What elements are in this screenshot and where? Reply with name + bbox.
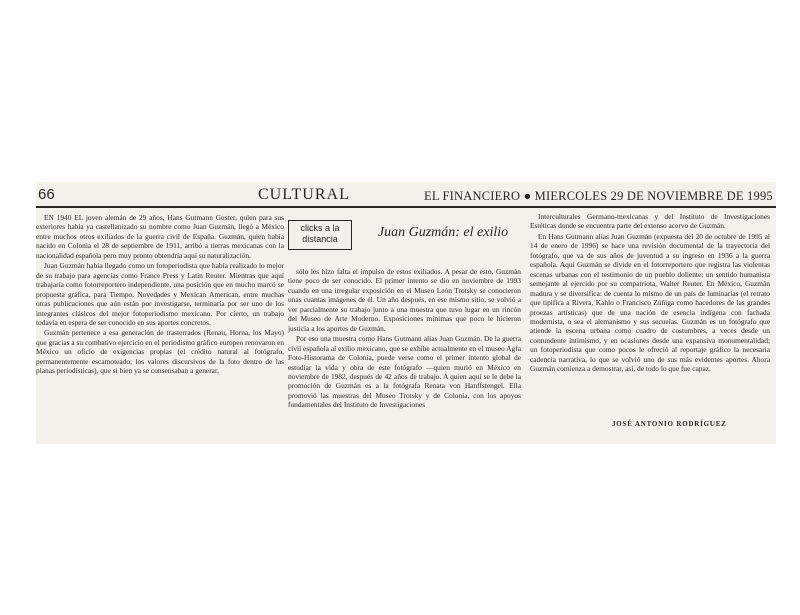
publication-date: MIERCOLES 29 DE NOVIEMBRE DE 1995 [534,189,773,203]
paragraph: En Hans Gutmann alias Juan Guzmán (expuesta del 20 de octubre de 1995 al 14 de enero de 1996) se hace una revisión documental de la trayectoria del fotógrafo, que va de sus años de juventud a su ingreso en 1936 a la guerra española. Aquí Guzmán se divide en el fotorreportero que registra las violentas escenas urbanas con el testimonio de un pueblo doliente; un sentido humanista semejante al ejercido por su compatriota, Walter Reuter. En México, Guzmán madura y se diversifica: de cuenta lo mismo de un país de luminarias (el retrato que tipifica a Rivera, Kahlo o Francisco Zúñiga como hacedores de las grandes proezas artísticas) que de una nación de esencia indígena con fachada modernista, o sea el alemanismo y sus secuelas. Guzmán es un fotógrafo que atiende la escena urbana como cuadro de costumbres, a veces desde un contundente intimismo, y en ocasiones desde una expansiva monumentalidad; un fotoperiodista que como pocos le ofreció al reportaje gráfico la necesaria cadencia narrativa, lo que se volvió uno de sus más evidentes aportes. Ahora Guzmán comienza a demostrar, así, de todo lo que fue capaz. [530,231,770,374]
article-title: Juan Guzmán: el exilio [377,225,509,240]
paragraph: EN 1940 EL joven alemán de 29 años, Hans Gutmann Guster, quien para sus exteriores había ya castellanizado su nombre como Juan Guzmán, llegó a México entre muchos otros exiliados de la guerra civil de España. Guzmán, quien había nacido en Colonia el 28 de septiembre de 1911, arribó a tierras mexicanas con la nacionalidad española pero muy pronto obtendría aquí su naturalización. [36,213,284,260]
paragraph: sólo les hizo falta el impulso de estos exiliados. A pesar de esto, Guzmán tiene poco de ser conocido. El primer intento se dio en noviembre de 1993 cuando en una irregular exposición en el Museo León Trotsky se conocieron unas cuantas imágenes de él. Un año después, en ese mismo sitio, se volvió a ver parcialmente su trabajo junto a una muestra que tuvo lugar en un rincón del Museo de Arte Moderno. Exposiciones mínimas que poco le hicieron justicia a los aportes de Guzmán. [288,267,521,333]
bullet-icon: ● [523,189,532,203]
masthead-line [424,189,773,204]
text-column-2 [288,267,521,411]
header-rule [36,206,776,208]
column-tag: clicks a la distancia [288,220,352,250]
paragraph: Interculturales Germano-mexicanas y del Instituto de Investigaciones Estéticas donde se encuentra parte del extenso acervo de Guzmán. [530,212,770,231]
text-column-3 [530,212,770,375]
byline: JOSÉ ANTONIO RODRÍGUEZ [612,420,727,428]
text-column-1 [36,213,284,377]
publication-name: EL FINANCIERO [424,189,521,203]
paragraph: Guzmán pertenece a esa generación de trasterrados (Renau, Horna, los Mayo) que gracias a su combativo ejercicio en el periodismo gráfico europeo renovaron en México un oficio de exigencias propias (el crédito natural al fotógrafo, permanentemente escamoteado; los valores discursivos de la foto dentro de las planas periodísticas), que si bien ya se consensaban a generar, [36,328,284,376]
paragraph: Juan Guzmán había llegado como un fotoperiodista que había realizado lo mejor de su trabajo para agencias como France Press y Latin Reuter. Mientras que aquí trabajaría como fotorreportero independiente, una posición que en mucho marcó se propuesta gráfica, para Tiempo, Novedades y Mexican American, entre muchas otras publicaciones que aún están por investigarse, terminaría por ser uno de los integrantes clásicos del mejor fotoperiodismo mexicano. Por cierto, un trabajo todavía en espera de ser conocido en sus aportes concretos. [36,261,284,327]
section-title: CULTURAL [258,186,350,203]
paragraph: Por eso una muestra como Hans Gutmann alias Juan Guzmán. De la guerra civil española al exilio mexicano, que se exhibe actualmente en el museo Agfa Foto-Historama de Colonia, puede verse como el primer intento global de estudiar la vida y obra de este fotógrafo —quien murió en México en noviembre de 1982, después de 42 años de trabajo. A quien aquí se le debe la promoción de Guzmán es a la fotógrafa Renata von Hanffstengel. Ella promovió las muestras del Museo Trotsky y de Colonia, con los apoyos fundamentales del Instituto de Investigaciones [288,334,521,410]
page-number: 66 [38,186,55,203]
